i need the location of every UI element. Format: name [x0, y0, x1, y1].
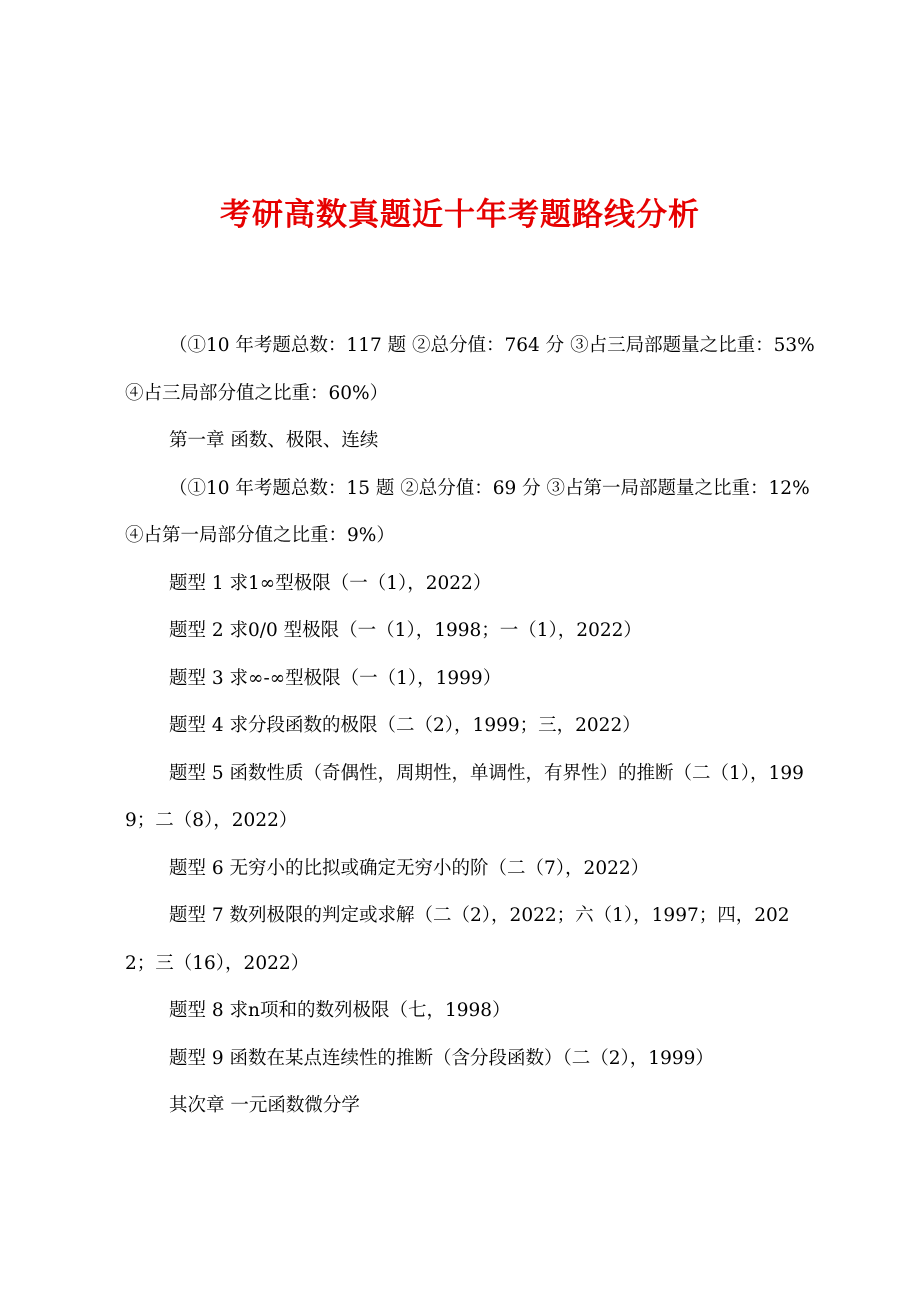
chapter-heading-2: 其次章 一元函数微分学 [169, 1095, 360, 1116]
question-type-6: 题型 6 无穷小的比拟或确定无穷小的阶（二（7），2022） [169, 857, 650, 879]
question-type-3: 题型 3 求∞-∞型极限（一（1），1999） [169, 667, 502, 689]
document-title: 考研高数真题近十年考题路线分析 [220, 197, 700, 233]
question-type-4: 题型 4 求分段函数的极限（二（2），1999；三，2022） [169, 715, 641, 736]
question-type-8: 题型 8 求n项和的数列极限（七，1998） [169, 1000, 511, 1021]
question-type-5: 题型 5 函数性质（奇偶性，周期性，单调性，有界性）的推断（二（1），1999；二（8），2022） [125, 762, 804, 831]
document-body [125, 322, 815, 1130]
paragraph-summary-total: （①10 年考题总数：117 题 ②总分值：764 分 ③占三局部题量之比重：53%④占三局部分值之比重：60%） [125, 335, 815, 404]
question-type-9: 题型 9 函数在某点连续性的推断（含分段函数）（二（2），1999） [169, 1047, 714, 1069]
chapter-heading-1: 第一章 函数、极限、连续 [169, 430, 379, 451]
question-type-7: 题型 7 数列极限的判定或求解（二（2），2022；六（1），1997；四，2022；三（16），2022） [125, 905, 790, 974]
paragraph-summary-chapter-1: （①10 年考题总数：15 题 ②总分值：69 分 ③占第一局部题量之比重：12%④占第一局部分值之比重：9%） [125, 477, 810, 546]
question-type-1: 题型 1 求1∞型极限（一（1），2022） [169, 572, 492, 594]
question-type-2: 题型 2 求0/0 型极限（一（1），1998；一（1），2022） [169, 620, 642, 641]
